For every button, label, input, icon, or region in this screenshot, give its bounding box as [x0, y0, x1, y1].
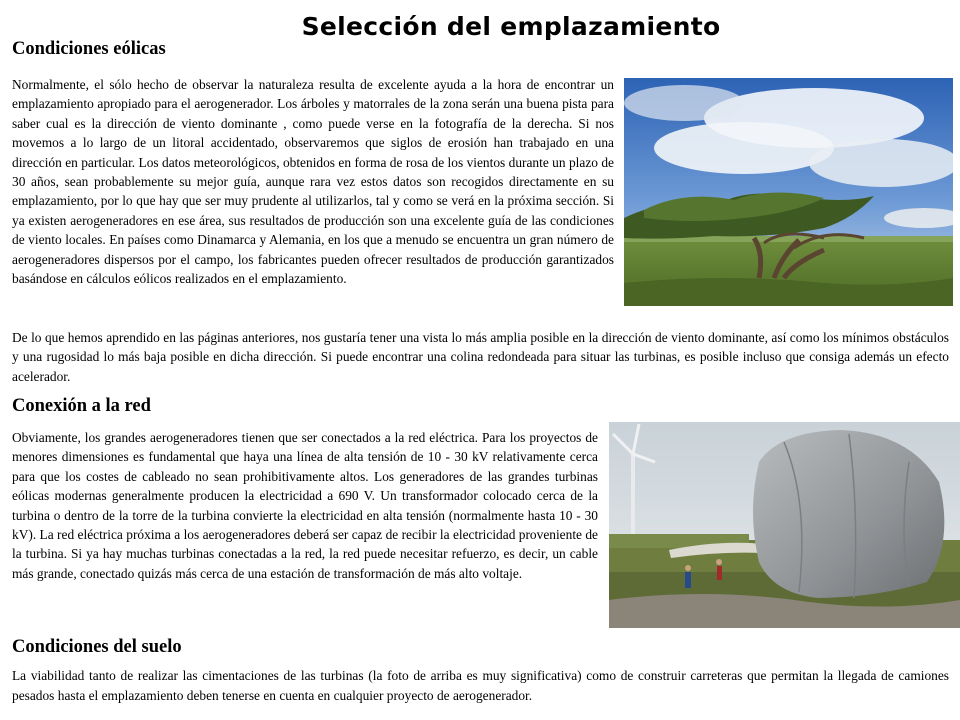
- wind-conditions-paragraph-2: De lo que hemos aprendido en las páginas anteriores, nos gustaría tener una vista lo más amplia posible en la dirección de viento dominante, así como los mínimos obstáculos y una rugosidad lo más baja posible en dicha dirección. Si puede encontrar una colina redondeada para situar las turbinas, es posible incluso que consiga además un efecto acelerador.: [12, 330, 949, 384]
- grid-connection-heading: Conexión a la red: [12, 396, 151, 416]
- wind-conditions-heading: Condiciones eólicas: [12, 39, 166, 59]
- soil-conditions-paragraph: La viabilidad tanto de realizar las cimentaciones de las turbinas (la foto de arriba es muy significativa) como de construir carreteras que permitan la llegada de camiones pesados hasta el emplazamiento deben tenerse en cuenta en cualquier proyecto de aerogenerador.: [12, 668, 949, 703]
- windswept-tree-photo: [624, 78, 953, 306]
- soil-conditions-heading: Condiciones del suelo: [12, 637, 182, 657]
- grid-connection-paragraph: Obviamente, los grandes aerogeneradores tienen que ser conectados a la red eléctrica. Para los proyectos de menores dimensiones es fundamental que haya una línea de alta tensión de 10 - 30 kV relativamente cerca para que los costes de cableado no sean prohibitivamente altos. Los generadores de las grandes turbinas eólicas modernas generalmente producen la electricidad a 690 V. Un transformador colocado cerca de la turbina o dentro de la torre de la turbina convierte la electricidad en alta tensión (normalmente hasta 10 - 30 kV). La red eléctrica próxima a los aerogeneradores deberá ser capaz de recibir la electricidad proveniente de la turbina. Si ya hay muchas turbinas conectadas a la red, la red puede necesitar refuerzo, es decir, un cable más grande, conectado quizás más cerca de una estación de transformación de más alto voltaje.: [12, 430, 598, 581]
- turbine-foundation-photo: [609, 422, 960, 628]
- page-title: Selección del emplazamiento: [301, 12, 721, 41]
- wind-conditions-paragraph: Normalmente, el sólo hecho de observar la naturaleza resulta de excelente ayuda a la hora de encontrar un emplazamiento apropiado para el aerogenerador. Los árboles y matorrales de la zona serán una buena pista para saber cual es la dirección de viento dominante , como puede verse en la fotografía de la derecha. Si nos movemos a lo largo de un litoral accidentado, observaremos que siglos de erosión han trabajado en una dirección en particular. Los datos meteorológicos, obtenidos en forma de rosa de los vientos durante un plazo de 30 años, sean probablemente su mejor guía, aunque rara vez estos datos son recogidos directamente en su emplazamiento, por lo que hay que ser muy prudente al utilizarlos, tal y como se verá en la próxima sección. Si ya existen aerogeneradores en ese área, sus resultados de producción son una excelente guía de las condiciones de viento locales. En países como Dinamarca y Alemania, en los que a menudo se encuentra un gran número de aerogeneradores dispersos por el campo, los fabricantes pueden ofrecer resultados de producción garantizados basándose en cálculos eólicos realizados en el emplazamiento.: [12, 77, 614, 287]
